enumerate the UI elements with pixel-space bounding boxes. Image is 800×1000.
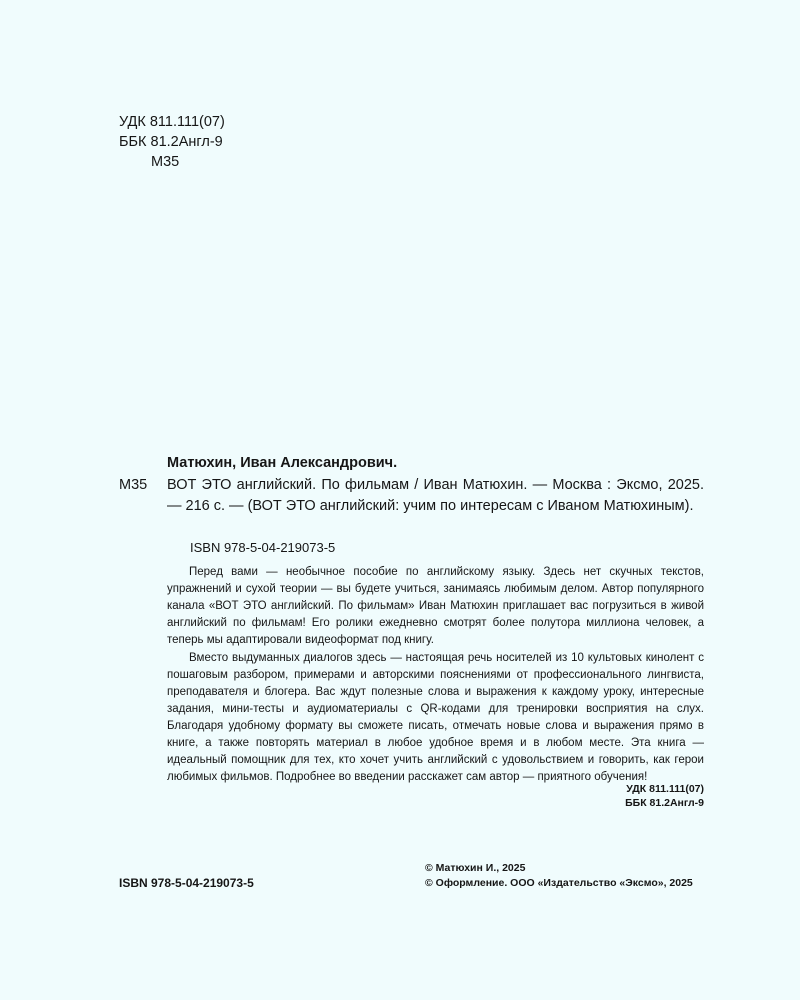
bottom-udk-code: УДК 811.111(07) (626, 783, 704, 795)
author-mark: М35 (151, 154, 180, 170)
copyright-design: © Оформление. ООО «Издательство «Эксмо», 2025 (425, 877, 693, 889)
bottom-classification-codes (500, 782, 704, 810)
bottom-bbk-code: ББК 81.2Англ-9 (625, 797, 704, 809)
footer-isbn: ISBN 978-5-04-219073-5 (119, 876, 254, 890)
udk-code: УДК 811.111(07) (119, 114, 225, 130)
copyright-author: © Матюхин И., 2025 (425, 862, 526, 874)
bbk-code: ББК 81.2Англ-9 (119, 134, 223, 150)
copyright-block (425, 861, 693, 891)
author-heading: Матюхин, Иван Александрович. (167, 455, 398, 471)
bibliographic-description: ВОТ ЭТО английский. По фильмам / Иван Матюхин. — Москва : Эксмо, 2025. — 216 с. — (ВОТ ЭТО английский: учим по интересам с Иваном Матюхиным). (167, 477, 704, 514)
annotation (167, 564, 704, 786)
isbn: ISBN 978-5-04-219073-5 (190, 540, 336, 555)
entry-author-mark: М35 (119, 477, 148, 493)
annotation-paragraph-2: Вместо выдуманных диалогов здесь — настоящая речь носителей из 10 культовых кинолент с пошаговым разбором, примерами и авторскими пояснениями от профессионального лингвиста, преподавателя и блогера. Вас ждут полезные слова и выражения к каждому уроку, интересные задания, мини-тесты и аудиоматериалы с QR-кодами для тренировки восприятия на слух. Благодаря удобному формату вы сможете писать, отмечать новые слова и выражения прямо в книге, а также повторять материал в любое удобное время и в любом месте. Эта книга — идеальный помощник для тех, кто хочет учить английский с удовольствием и говорить, как герои любимых фильмов. Подробнее во введении расскажет сам автор — приятного обучения! (167, 652, 704, 783)
annotation-paragraph-1: Перед вами — необычное пособие по английскому языку. Здесь нет скучных текстов, упражнений и сухой теории — вы будете учиться, занимаясь любимым делом. Автор популярного канала «ВОТ ЭТО английский. По фильмам» Иван Матюхин приглашает вас погрузиться в живой английский по фильмам! Его ролики ежедневно смотрят более полутора миллиона человек, а теперь мы адаптировали видеоформат под книгу. (167, 566, 704, 646)
classification-codes (119, 112, 225, 172)
